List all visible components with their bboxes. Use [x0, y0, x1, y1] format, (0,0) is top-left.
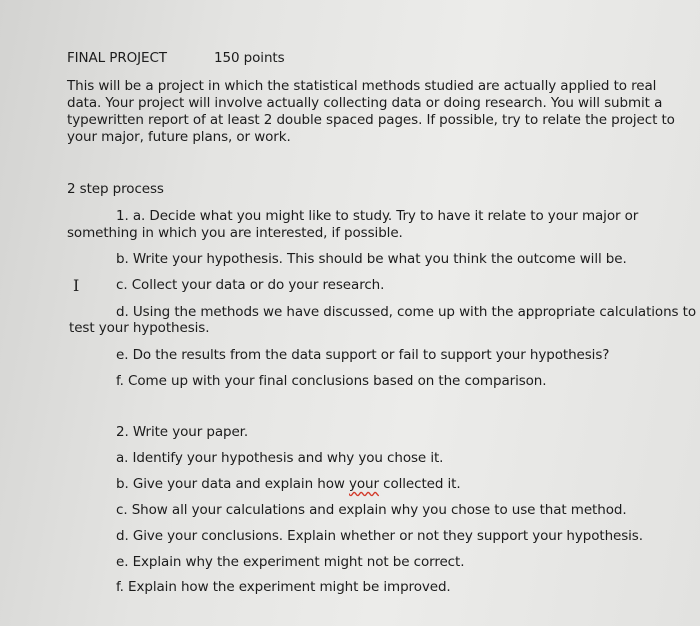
misspelled-word: your	[348, 476, 379, 492]
intro-line-2: data. Your project will involve actually collecting data or doing research. You will submit a	[67, 95, 663, 111]
step2-e: e. Explain why the experiment might not be correct.	[116, 554, 465, 570]
step2-title: 2. Write your paper.	[116, 424, 249, 440]
step1-e: e. Do the results from the data support or fail to support your hypothesis?	[116, 347, 610, 363]
step1-a-line1: 1. a. Decide what you might like to study. Try to have it relate to your major or	[116, 208, 639, 224]
step1-b: b. Write your hypothesis. This should be what you think the outcome will be.	[116, 251, 627, 267]
step1-f: f. Come up with your final conclusions based on the comparison.	[116, 373, 547, 389]
step2-b	[116, 476, 461, 493]
project-points: 150 points	[214, 50, 285, 66]
step2-f: f. Explain how the experiment might be improved.	[116, 579, 451, 595]
step1-c: c. Collect your data or do your research.	[116, 277, 385, 293]
step2-b-before: b. Give your data and explain how	[116, 476, 349, 492]
step1-d-line1: d. Using the methods we have discussed, come up with the appropriate calculations to	[116, 304, 697, 320]
process-title: 2 step process	[67, 181, 164, 197]
step2-b-after: collected it.	[378, 476, 461, 492]
step2-c: c. Show all your calculations and explain why you chose to use that method.	[116, 502, 627, 518]
step2-d: d. Give your conclusions. Explain whether or not they support your hypothesis.	[116, 528, 643, 544]
intro-line-3: typewritten report of at least 2 double spaced pages. If possible, try to relate the project to	[67, 112, 675, 128]
intro-line-1: This will be a project in which the statistical methods studied are actually applied to real	[67, 78, 657, 94]
step1-d-line2: test your hypothesis.	[69, 320, 210, 336]
project-title: FINAL PROJECT	[67, 50, 167, 66]
text-cursor-icon: I	[73, 276, 80, 295]
step2-a: a. Identify your hypothesis and why you chose it.	[116, 450, 444, 466]
intro-line-4: your major, future plans, or work.	[67, 129, 291, 145]
step1-a-line2: something in which you are interested, if possible.	[67, 225, 403, 241]
